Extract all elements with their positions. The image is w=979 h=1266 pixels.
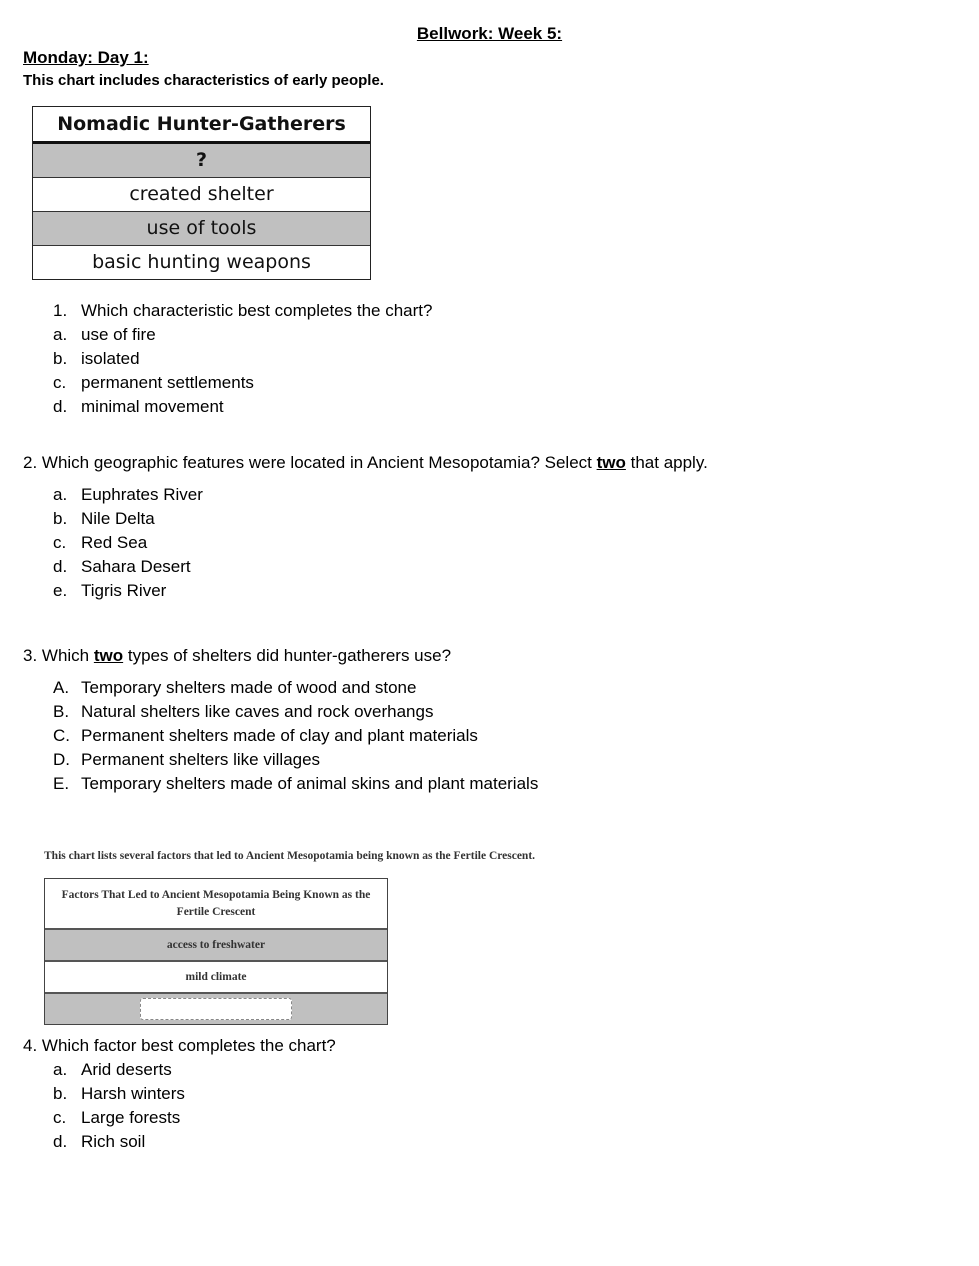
option-text: Permanent shelters like villages [81, 750, 321, 769]
option-text: Sahara Desert [81, 557, 191, 576]
chart-header: Nomadic Hunter-Gatherers [33, 107, 370, 144]
option-letter: d. [53, 557, 68, 576]
option-text: Tigris River [81, 581, 167, 600]
option-text: permanent settlements [81, 373, 254, 392]
option-letter: c. [53, 373, 67, 392]
question-text: 3. Which [23, 646, 94, 665]
blank-answer-box [140, 998, 292, 1020]
question-text: that apply. [625, 453, 708, 472]
option-text: use of fire [81, 325, 156, 344]
question-4: 4. Which factor best completes the chart? [23, 1036, 336, 1055]
option-text: Nile Delta [81, 509, 155, 528]
option-text: Temporary shelters made of wood and stone [81, 678, 417, 697]
option-text: Large forests [81, 1108, 181, 1127]
question-2 [23, 453, 708, 473]
page-title: Bellwork: Week 5: [416, 24, 563, 43]
option-text: Arid deserts [81, 1060, 172, 1079]
option-letter: c. [53, 1108, 67, 1127]
option-letter: b. [53, 509, 68, 528]
option-letter: d. [53, 1132, 68, 1151]
option-letter: a. [53, 485, 68, 504]
option-text: minimal movement [81, 397, 224, 416]
option-letter: D. [53, 750, 70, 769]
chart-row: ? [33, 144, 370, 177]
chart-row: use of tools [33, 211, 370, 245]
option-letter: c. [53, 533, 67, 552]
chart-caption: This chart lists several factors that led to Ancient Mesopotamia being known as the Fertile Crescent. [44, 850, 536, 862]
emphasis: two [93, 646, 124, 665]
option-text: Natural shelters like caves and rock overhangs [81, 702, 434, 721]
option-letter: a. [53, 1060, 68, 1079]
option-letter: A. [53, 678, 70, 697]
chart-intro: This chart includes characteristics of early people. [23, 72, 384, 89]
chart-row-blank [45, 992, 387, 1024]
option-letter: b. [53, 349, 68, 368]
question-3 [23, 646, 451, 666]
option-text: Harsh winters [81, 1084, 185, 1103]
option-letter: a. [53, 325, 68, 344]
chart-row: access to freshwater [45, 928, 387, 960]
day-heading: Monday: Day 1: [23, 48, 149, 67]
option-text: isolated [81, 349, 140, 368]
option-letter: E. [53, 774, 70, 793]
option-text: Permanent shelters made of clay and plant materials [81, 726, 478, 745]
chart-row: basic hunting weapons [33, 245, 370, 279]
option-text: Red Sea [81, 533, 148, 552]
question-number: 1. [53, 301, 68, 320]
fertile-crescent-chart [44, 878, 388, 1025]
question-text: 2. Which geographic features were located in Ancient Mesopotamia? Select [23, 453, 597, 472]
emphasis: two [596, 453, 626, 472]
option-letter: e. [53, 581, 68, 600]
option-letter: C. [53, 726, 70, 745]
chart-row: created shelter [33, 177, 370, 211]
option-letter: b. [53, 1084, 68, 1103]
chart-header: Factors That Led to Ancient Mesopotamia Being Known as the Fertile Crescent [61, 888, 371, 918]
chart-row: mild climate [45, 960, 387, 992]
option-text: Euphrates River [81, 485, 203, 504]
option-letter: B. [53, 702, 70, 721]
question-text: Which characteristic best completes the chart? [81, 301, 433, 320]
option-text: Temporary shelters made of animal skins and plant materials [81, 774, 539, 793]
option-letter: d. [53, 397, 68, 416]
question-text: types of shelters did hunter-gatherers use? [123, 646, 452, 665]
option-text: Rich soil [81, 1132, 146, 1151]
hunter-gatherer-chart [32, 106, 371, 280]
